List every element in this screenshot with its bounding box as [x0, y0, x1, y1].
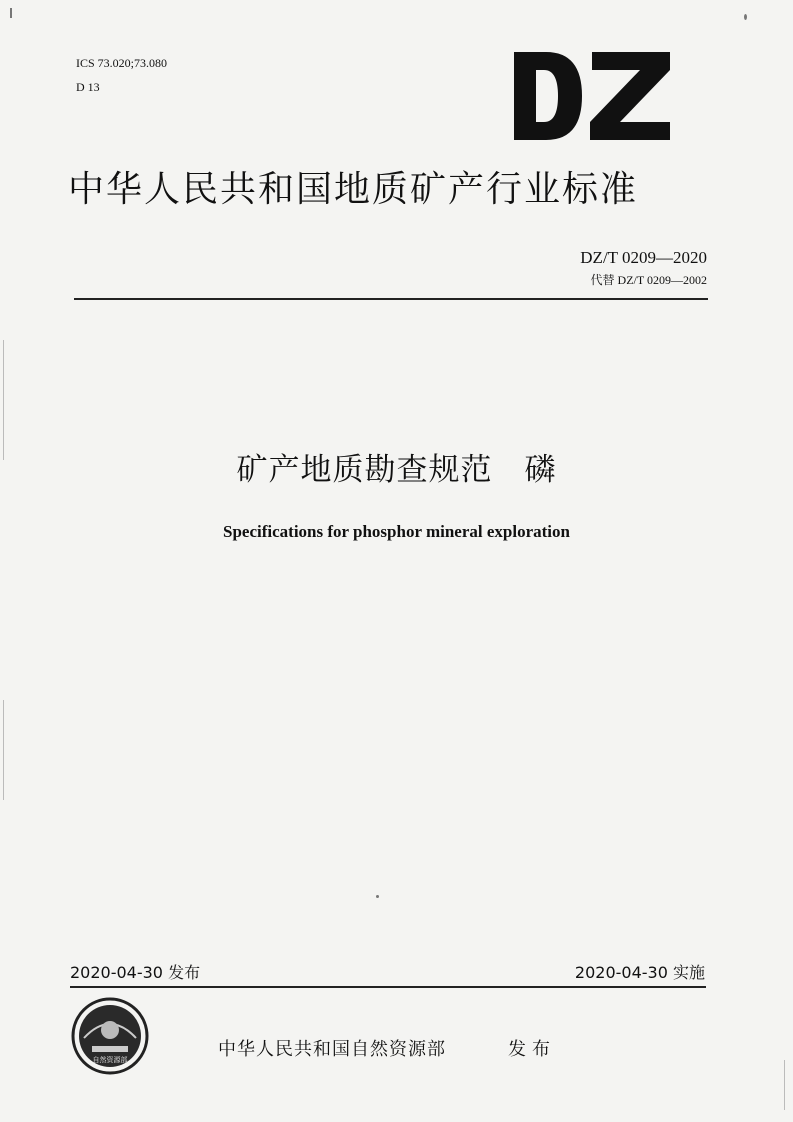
publish-label: 发布 [508, 1039, 556, 1060]
scan-mark [3, 700, 4, 800]
title-chinese: 矿产地质勘查规范 磷 [236, 452, 557, 488]
dz-logo [512, 50, 672, 142]
title-english: Specifications for phosphor mineral exploration [223, 522, 570, 541]
scan-mark [10, 8, 12, 18]
svg-text:自然资源部: 自然资源部 [92, 1056, 128, 1064]
issue-date: 2020-04-30 发布 [70, 963, 201, 982]
implementation-date: 2020-04-30 实施 [574, 963, 705, 982]
scan-mark [3, 340, 4, 460]
scan-mark [744, 14, 747, 20]
standard-number: DZ/T 0209—2020 [580, 248, 707, 267]
ministry-seal-icon [70, 996, 150, 1076]
ccs-code: D 13 [76, 80, 100, 94]
issuer-name: 中华人民共和国自然资源部 [218, 1039, 446, 1060]
org-title: 中华人民共和国地质矿产行业标准 [68, 169, 639, 210]
scan-mark [376, 895, 379, 898]
standard-replaces: 代替 DZ/T 0209—2002 [590, 273, 707, 287]
top-divider [74, 298, 708, 300]
bottom-divider [70, 986, 706, 988]
scan-mark [784, 1060, 785, 1110]
ics-code: ICS 73.020;73.080 [76, 56, 168, 70]
